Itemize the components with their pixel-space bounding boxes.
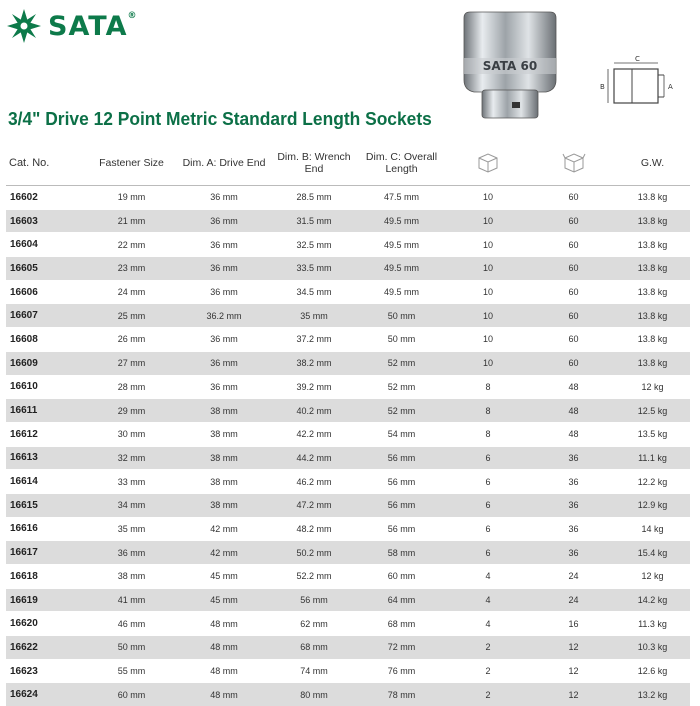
- cell-dim-b: 46.2 mm: [269, 470, 359, 494]
- cell-cat-no: 16617: [6, 541, 84, 565]
- cell-cat-no: 16609: [6, 351, 84, 375]
- table-row: [6, 375, 690, 399]
- cell-dim-a: 38 mm: [179, 422, 269, 446]
- cell-outer-qty: 60: [532, 304, 615, 328]
- cell-gross-weight: 12.9 kg: [615, 493, 690, 517]
- cell-cat-no: 16624: [6, 683, 84, 706]
- cell-gross-weight: 13.5 kg: [615, 422, 690, 446]
- table-row: [6, 470, 690, 494]
- cell-dim-b: 52.2 mm: [269, 565, 359, 589]
- table-row: [6, 257, 690, 281]
- cell-outer-qty: 12: [532, 683, 615, 706]
- cell-fastener-size: 26 mm: [84, 328, 179, 352]
- cell-dim-b: 39.2 mm: [269, 375, 359, 399]
- specification-table: [6, 141, 690, 706]
- cell-outer-qty: 12: [532, 636, 615, 660]
- cell-inner-qty: 2: [444, 636, 532, 660]
- cell-inner-qty: 10: [444, 328, 532, 352]
- table-row: [6, 659, 690, 683]
- cell-gross-weight: 12.5 kg: [615, 399, 690, 423]
- cell-dim-a: 38 mm: [179, 470, 269, 494]
- table-row: [6, 588, 690, 612]
- cell-dim-b: 38.2 mm: [269, 351, 359, 375]
- header-gross-weight: G.W.: [615, 141, 690, 186]
- cell-cat-no: 16611: [6, 399, 84, 423]
- cell-dim-b: 62 mm: [269, 612, 359, 636]
- cell-fastener-size: 23 mm: [84, 257, 179, 281]
- cell-cat-no: 16604: [6, 233, 84, 257]
- header-dim-a: Dim. A: Drive End: [179, 141, 269, 186]
- inner-box-icon: [476, 151, 500, 173]
- cell-gross-weight: 12.2 kg: [615, 470, 690, 494]
- cell-dim-b: 40.2 mm: [269, 399, 359, 423]
- cell-gross-weight: 14 kg: [615, 517, 690, 541]
- cell-dim-c: 56 mm: [359, 446, 444, 470]
- cell-dim-a: 42 mm: [179, 541, 269, 565]
- cell-gross-weight: 13.8 kg: [615, 280, 690, 304]
- socket-engraving: SATA 60: [482, 59, 538, 73]
- cell-dim-b: 47.2 mm: [269, 493, 359, 517]
- cell-dim-c: 68 mm: [359, 612, 444, 636]
- cell-dim-a: 48 mm: [179, 612, 269, 636]
- cell-outer-qty: 24: [532, 588, 615, 612]
- cell-gross-weight: 13.8 kg: [615, 257, 690, 281]
- cell-fastener-size: 35 mm: [84, 517, 179, 541]
- cell-cat-no: 16620: [6, 612, 84, 636]
- cell-outer-qty: 16: [532, 612, 615, 636]
- cell-dim-c: 50 mm: [359, 328, 444, 352]
- table-row: [6, 541, 690, 565]
- cell-dim-c: 49.5 mm: [359, 280, 444, 304]
- cell-outer-qty: 36: [532, 541, 615, 565]
- cell-inner-qty: 10: [444, 233, 532, 257]
- header-inner-box: [444, 141, 532, 186]
- cell-outer-qty: 48: [532, 422, 615, 446]
- cell-fastener-size: 60 mm: [84, 683, 179, 706]
- cell-cat-no: 16613: [6, 446, 84, 470]
- table-row: [6, 328, 690, 352]
- cell-cat-no: 16608: [6, 328, 84, 352]
- cell-gross-weight: 13.8 kg: [615, 328, 690, 352]
- cell-cat-no: 16612: [6, 422, 84, 446]
- sata-logo: [6, 6, 137, 46]
- cell-dim-c: 52 mm: [359, 399, 444, 423]
- cell-inner-qty: 6: [444, 446, 532, 470]
- cell-dim-c: 56 mm: [359, 493, 444, 517]
- cell-inner-qty: 8: [444, 422, 532, 446]
- table-row: [6, 351, 690, 375]
- cell-dim-a: 45 mm: [179, 588, 269, 612]
- cell-inner-qty: 10: [444, 257, 532, 281]
- cell-dim-a: 38 mm: [179, 399, 269, 423]
- cell-dim-c: 49.5 mm: [359, 209, 444, 233]
- cell-dim-a: 36 mm: [179, 351, 269, 375]
- cell-inner-qty: 6: [444, 541, 532, 565]
- diagram-label-b: B: [600, 83, 605, 91]
- cell-outer-qty: 60: [532, 280, 615, 304]
- cell-gross-weight: 12 kg: [615, 565, 690, 589]
- cell-inner-qty: 4: [444, 588, 532, 612]
- cell-dim-b: 35 mm: [269, 304, 359, 328]
- cell-dim-b: 50.2 mm: [269, 541, 359, 565]
- cell-fastener-size: 24 mm: [84, 280, 179, 304]
- cell-dim-c: 47.5 mm: [359, 186, 444, 210]
- cell-dim-b: 74 mm: [269, 659, 359, 683]
- table-row: [6, 636, 690, 660]
- header-dim-b: Dim. B: Wrench End: [269, 141, 359, 186]
- table-row: [6, 517, 690, 541]
- cell-gross-weight: 13.8 kg: [615, 351, 690, 375]
- cell-gross-weight: 12.6 kg: [615, 659, 690, 683]
- cell-cat-no: 16623: [6, 659, 84, 683]
- cell-dim-a: 38 mm: [179, 493, 269, 517]
- cell-fastener-size: 30 mm: [84, 422, 179, 446]
- cell-dim-a: 36 mm: [179, 209, 269, 233]
- cell-cat-no: 16619: [6, 588, 84, 612]
- cell-dim-a: 48 mm: [179, 683, 269, 706]
- cell-outer-qty: 60: [532, 233, 615, 257]
- cell-outer-qty: 48: [532, 399, 615, 423]
- dimension-diagram: [598, 55, 688, 110]
- cell-cat-no: 16618: [6, 565, 84, 589]
- cell-gross-weight: 13.8 kg: [615, 233, 690, 257]
- cell-fastener-size: 46 mm: [84, 612, 179, 636]
- cell-gross-weight: 14.2 kg: [615, 588, 690, 612]
- cell-dim-a: 36.2 mm: [179, 304, 269, 328]
- cell-dim-c: 64 mm: [359, 588, 444, 612]
- cell-outer-qty: 36: [532, 493, 615, 517]
- cell-fastener-size: 41 mm: [84, 588, 179, 612]
- cell-inner-qty: 2: [444, 659, 532, 683]
- header-dim-c: Dim. C: Overall Length: [359, 141, 444, 186]
- cell-dim-a: 36 mm: [179, 257, 269, 281]
- table-row: [6, 209, 690, 233]
- cell-fastener-size: 29 mm: [84, 399, 179, 423]
- cell-gross-weight: 15.4 kg: [615, 541, 690, 565]
- cell-outer-qty: 60: [532, 328, 615, 352]
- table-row: [6, 304, 690, 328]
- cell-cat-no: 16605: [6, 257, 84, 281]
- cell-dim-a: 48 mm: [179, 659, 269, 683]
- cell-outer-qty: 48: [532, 375, 615, 399]
- cell-inner-qty: 6: [444, 493, 532, 517]
- cell-dim-a: 36 mm: [179, 280, 269, 304]
- cell-dim-a: 48 mm: [179, 636, 269, 660]
- cell-fastener-size: 27 mm: [84, 351, 179, 375]
- table-row: [6, 493, 690, 517]
- cell-dim-b: 68 mm: [269, 636, 359, 660]
- cell-dim-c: 50 mm: [359, 304, 444, 328]
- cell-inner-qty: 8: [444, 399, 532, 423]
- cell-dim-b: 28.5 mm: [269, 186, 359, 210]
- cell-dim-b: 42.2 mm: [269, 422, 359, 446]
- cell-gross-weight: 11.3 kg: [615, 612, 690, 636]
- cell-dim-a: 36 mm: [179, 375, 269, 399]
- page-title: 3/4" Drive 12 Point Metric Standard Length Sockets: [8, 108, 432, 129]
- cell-inner-qty: 10: [444, 304, 532, 328]
- cell-dim-b: 31.5 mm: [269, 209, 359, 233]
- diagram-label-c: C: [635, 55, 640, 63]
- cell-fastener-size: 50 mm: [84, 636, 179, 660]
- table-row: [6, 422, 690, 446]
- cell-outer-qty: 60: [532, 209, 615, 233]
- socket-product-image: [460, 10, 560, 120]
- cell-outer-qty: 36: [532, 470, 615, 494]
- cell-cat-no: 16615: [6, 493, 84, 517]
- cell-dim-a: 36 mm: [179, 233, 269, 257]
- cell-cat-no: 16610: [6, 375, 84, 399]
- cell-dim-c: 54 mm: [359, 422, 444, 446]
- cell-inner-qty: 10: [444, 280, 532, 304]
- cell-dim-b: 48.2 mm: [269, 517, 359, 541]
- cell-dim-c: 78 mm: [359, 683, 444, 706]
- cell-outer-qty: 60: [532, 186, 615, 210]
- cell-dim-c: 72 mm: [359, 636, 444, 660]
- cell-dim-c: 56 mm: [359, 470, 444, 494]
- cell-inner-qty: 2: [444, 683, 532, 706]
- cell-dim-c: 76 mm: [359, 659, 444, 683]
- cell-outer-qty: 60: [532, 257, 615, 281]
- cell-gross-weight: 13.8 kg: [615, 209, 690, 233]
- cell-dim-c: 49.5 mm: [359, 233, 444, 257]
- cell-fastener-size: 25 mm: [84, 304, 179, 328]
- cell-outer-qty: 36: [532, 446, 615, 470]
- cell-cat-no: 16603: [6, 209, 84, 233]
- table-header-row: [6, 141, 690, 186]
- cell-fastener-size: 28 mm: [84, 375, 179, 399]
- cell-cat-no: 16616: [6, 517, 84, 541]
- table-row: [6, 186, 690, 210]
- cell-cat-no: 16614: [6, 470, 84, 494]
- cell-cat-no: 16602: [6, 186, 84, 210]
- cell-dim-b: 80 mm: [269, 683, 359, 706]
- header-fastener-size: Fastener Size: [84, 141, 179, 186]
- cell-inner-qty: 6: [444, 470, 532, 494]
- cell-dim-c: 52 mm: [359, 375, 444, 399]
- cell-dim-c: 52 mm: [359, 351, 444, 375]
- table-row: [6, 233, 690, 257]
- cell-inner-qty: 4: [444, 565, 532, 589]
- cell-outer-qty: 36: [532, 517, 615, 541]
- cell-outer-qty: 24: [532, 565, 615, 589]
- cell-fastener-size: 19 mm: [84, 186, 179, 210]
- table-row: [6, 446, 690, 470]
- cell-inner-qty: 10: [444, 186, 532, 210]
- table-row: [6, 683, 690, 706]
- cell-inner-qty: 4: [444, 612, 532, 636]
- cell-fastener-size: 34 mm: [84, 493, 179, 517]
- cell-gross-weight: 10.3 kg: [615, 636, 690, 660]
- sata-emblem-icon: [6, 8, 42, 44]
- header-cat-no: Cat. No.: [6, 141, 84, 186]
- cell-dim-a: 42 mm: [179, 517, 269, 541]
- cell-fastener-size: 38 mm: [84, 565, 179, 589]
- cell-inner-qty: 6: [444, 517, 532, 541]
- table-row: [6, 399, 690, 423]
- cell-gross-weight: 11.1 kg: [615, 446, 690, 470]
- cell-fastener-size: 33 mm: [84, 470, 179, 494]
- header-outer-box: [532, 141, 615, 186]
- table-row: [6, 280, 690, 304]
- cell-dim-a: 45 mm: [179, 565, 269, 589]
- cell-dim-b: 34.5 mm: [269, 280, 359, 304]
- cell-dim-c: 49.5 mm: [359, 257, 444, 281]
- outer-box-icon: [562, 151, 586, 173]
- cell-fastener-size: 21 mm: [84, 209, 179, 233]
- cell-inner-qty: 8: [444, 375, 532, 399]
- cell-dim-c: 58 mm: [359, 541, 444, 565]
- cell-cat-no: 16606: [6, 280, 84, 304]
- table-row: [6, 612, 690, 636]
- cell-outer-qty: 60: [532, 351, 615, 375]
- table-row: [6, 565, 690, 589]
- cell-fastener-size: 55 mm: [84, 659, 179, 683]
- cell-dim-a: 36 mm: [179, 328, 269, 352]
- cell-outer-qty: 12: [532, 659, 615, 683]
- cell-dim-c: 56 mm: [359, 517, 444, 541]
- cell-inner-qty: 10: [444, 351, 532, 375]
- diagram-label-a: A: [668, 83, 673, 91]
- cell-gross-weight: 13.8 kg: [615, 304, 690, 328]
- cell-dim-c: 60 mm: [359, 565, 444, 589]
- cell-gross-weight: 13.8 kg: [615, 186, 690, 210]
- cell-gross-weight: 12 kg: [615, 375, 690, 399]
- cell-cat-no: 16622: [6, 636, 84, 660]
- cell-dim-b: 33.5 mm: [269, 257, 359, 281]
- cell-dim-b: 37.2 mm: [269, 328, 359, 352]
- cell-dim-b: 44.2 mm: [269, 446, 359, 470]
- cell-dim-a: 36 mm: [179, 186, 269, 210]
- cell-fastener-size: 22 mm: [84, 233, 179, 257]
- cell-fastener-size: 36 mm: [84, 541, 179, 565]
- cell-dim-b: 32.5 mm: [269, 233, 359, 257]
- cell-fastener-size: 32 mm: [84, 446, 179, 470]
- cell-gross-weight: 13.2 kg: [615, 683, 690, 706]
- cell-dim-b: 56 mm: [269, 588, 359, 612]
- cell-inner-qty: 10: [444, 209, 532, 233]
- cell-dim-a: 38 mm: [179, 446, 269, 470]
- cell-cat-no: 16607: [6, 304, 84, 328]
- brand-name: SATA®: [48, 10, 138, 42]
